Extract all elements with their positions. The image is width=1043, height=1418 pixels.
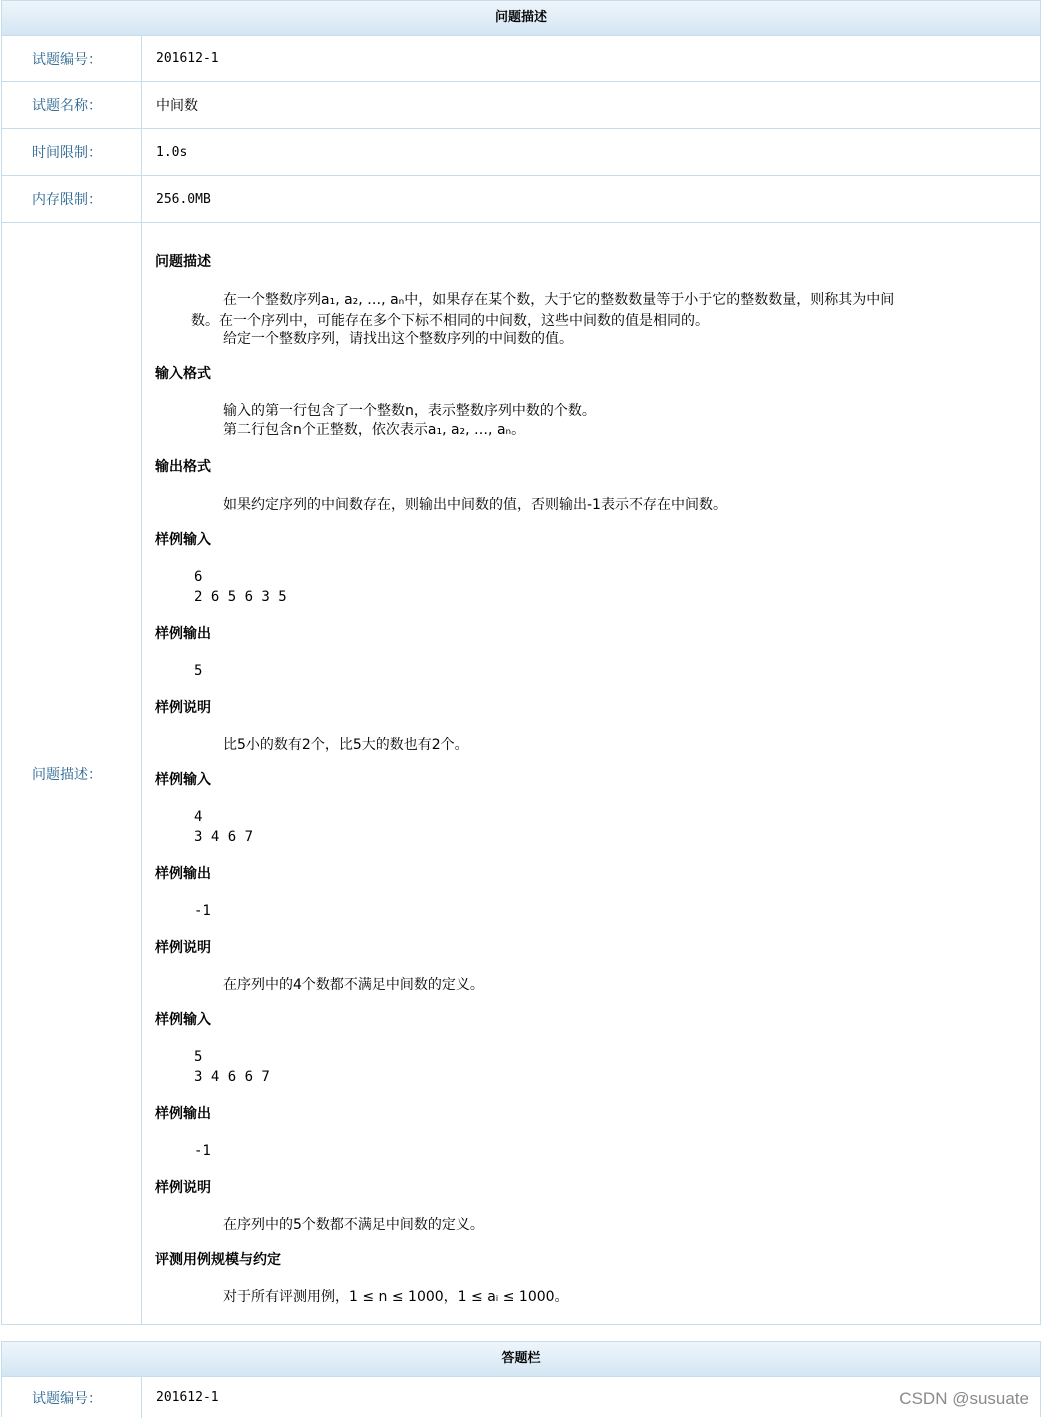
problem-panel [1,0,1041,1325]
heading-sample-explanation: 样例说明 [155,1180,211,1196]
output-text: 如果约定序列的中间数存在，则输出中间数的值，否则输出-1表示不存在中间数。 [223,497,727,513]
problem-text-1: 在一个整数序列a₁, a₂, …, aₙ中，如果存在某个数，大于它的整数数量等于小于它的整数数量，则称其为中间 [223,292,895,308]
row-label: 内存限制： [2,176,142,222]
input-text-2: 第二行包含n个正整数，依次表示a₁, a₂, …, aₙ。 [223,422,526,438]
scale-text: 对于所有评测用例，1 ≤ n ≤ 1000，1 ≤ aᵢ ≤ 1000。 [223,1289,569,1305]
answer-panel [1,1341,1041,1417]
heading-sample-input: 样例输入 [155,1012,211,1028]
sample-explanation-text: 比5小的数有2个，比5大的数也有2个。 [223,737,469,753]
info-row-name [2,82,1040,129]
sample-output-block: -1 [194,903,211,919]
sample-output-block: -1 [194,1143,211,1159]
row-value: 1.0s [156,144,188,160]
row-label: 试题编号： [2,1377,142,1418]
heading-sample-output: 样例输出 [155,626,211,642]
input-text-1: 输入的第一行包含了一个整数n，表示整数序列中数的个数。 [223,403,596,419]
heading-sample-output: 样例输出 [155,866,211,882]
problem-text-3: 给定一个整数序列，请找出这个整数序列的中间数的值。 [223,331,573,347]
row-value: 201612-1 [156,1390,219,1405]
row-label: 时间限制： [2,129,142,175]
row-value: 中间数 [156,98,198,114]
description-content [142,223,1040,1323]
heading-sample-input: 样例输入 [155,532,211,548]
heading-input: 输入格式 [155,366,211,382]
sample-output-block: 5 [194,663,203,679]
heading-sample-input: 样例输入 [155,772,211,788]
sample-explanation-text: 在序列中的5个数都不满足中间数的定义。 [223,1217,484,1233]
heading-sample-explanation: 样例说明 [155,700,211,716]
sample-explanation-text: 在序列中的4个数都不满足中间数的定义。 [223,977,484,993]
info-row-id [2,1377,1040,1418]
heading-output: 输出格式 [155,459,211,475]
info-row-id [2,36,1040,82]
description-row [2,223,1040,1324]
watermark: CSDN @susuate [899,1389,1029,1408]
sample-input-block: 4 3 4 6 7 [194,809,254,845]
heading-sample-output: 样例输出 [155,1106,211,1122]
row-value: 256.0MB [156,191,211,207]
panel-title: 问题描述 [2,1,1040,36]
info-row-memory [2,176,1040,223]
row-label: 试题编号： [2,36,142,81]
panel-title: 答题栏 [2,1342,1040,1377]
row-value: 201612-1 [156,51,219,66]
heading-problem: 问题描述 [155,254,211,270]
sample-input-block: 5 3 4 6 6 7 [194,1049,270,1085]
row-label: 试题名称： [2,82,142,128]
row-label: 问题描述： [2,223,142,1324]
sample-input-block: 6 2 6 5 6 3 5 [194,569,287,605]
heading-sample-explanation: 样例说明 [155,940,211,956]
heading-scale: 评测用例规模与约定 [155,1252,281,1268]
problem-text-2: 数。在一个序列中，可能存在多个下标不相同的中间数，这些中间数的值是相同的。 [191,313,709,329]
info-row-time [2,129,1040,176]
